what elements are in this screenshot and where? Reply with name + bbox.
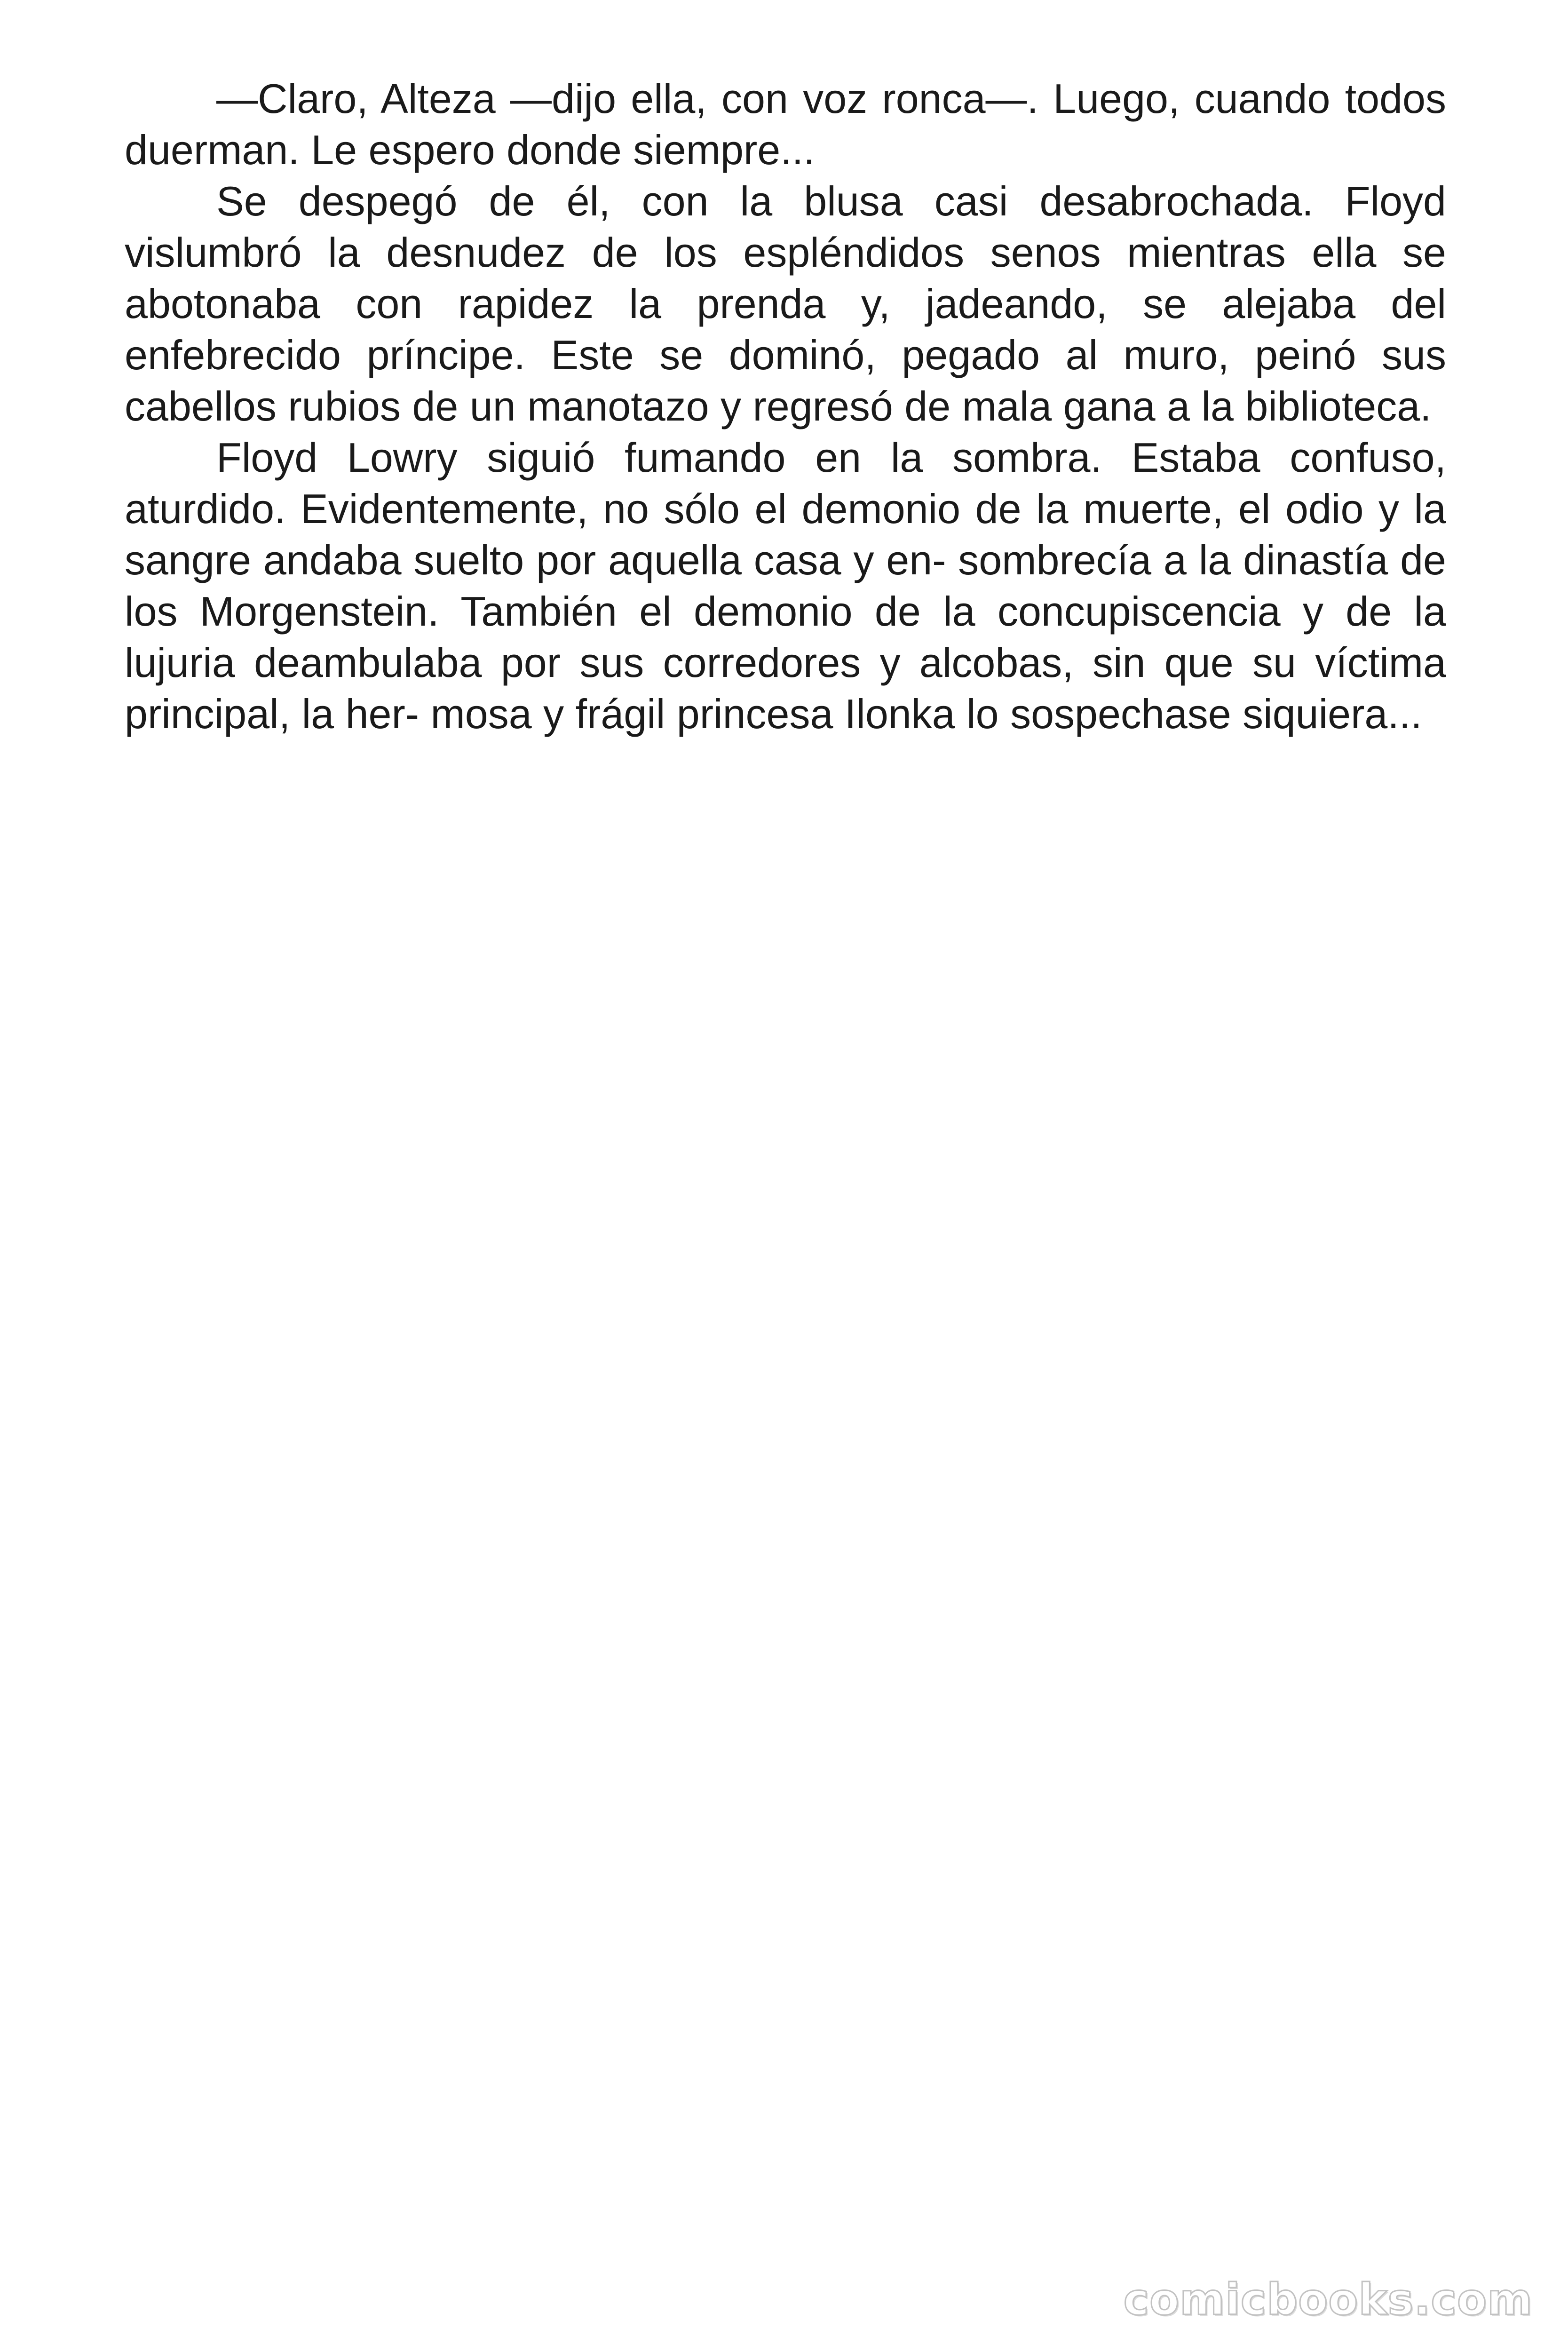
- paragraph-3: Floyd Lowry siguió fumando en la sombra. Estaba confuso, aturdido. Evidentemente, no sólo el demonio de la muerte, el odio y la sangre andaba suelto por aquella casa y en- sombrecía a la dinastía de los Morgenstein. También el demonio de la concupiscencia y de la lujuria deambulaba por sus corredores y alcobas, sin que su víctima principal, la her- mosa y frágil princesa Ilonka lo sospechase siquiera...: [125, 434, 1446, 737]
- watermark-logo: comicbooks.com: [1123, 2274, 1533, 2325]
- body-text: [125, 73, 1446, 739]
- paragraph-1: —Claro, Alteza —dijo ella, con voz ronca—. Luego, cuando todos duerman. Le espero donde siempre...: [125, 75, 1446, 173]
- paragraph-2: Se despegó de él, con la blusa casi desabrochada. Floyd vislumbró la desnudez de los espléndidos senos mientras ella se abotonaba con rapidez la prenda y, jadeando, se alejaba del enfebrecido príncipe. Este se dominó, pegado al muro, peinó sus cabellos rubios de un manotazo y regresó de mala gana a la biblioteca.: [125, 178, 1446, 429]
